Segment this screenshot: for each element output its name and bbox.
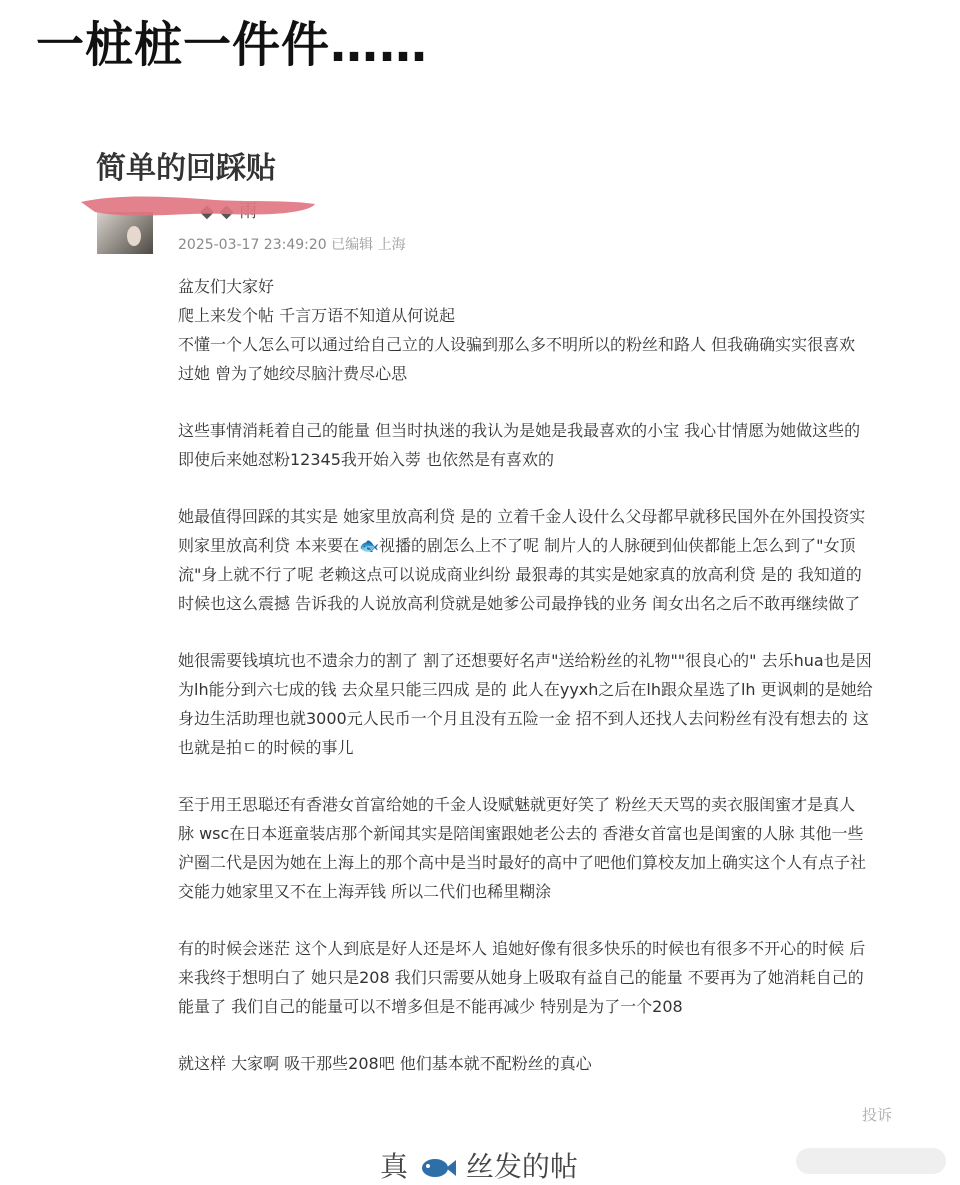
post-body xyxy=(178,272,898,1106)
text-line: 身边生活助理也就3000元人民币一个月且没有五险一金 招不到人还找人去问粉丝有没有想去的 这 xyxy=(178,709,869,728)
text-line: 交能力她家里又不在上海弄钱 所以二代们也稀里糊涂 xyxy=(178,882,552,901)
paragraph xyxy=(178,272,898,388)
paragraph xyxy=(178,502,898,618)
text-line: 能量了 我们自己的能量可以不增多但是不能再减少 特别是为了一个208 xyxy=(178,997,683,1016)
paragraph xyxy=(178,646,898,762)
text-line: 流"身上就不行了呢 老赖这点可以说成商业纠纷 最狠毒的其实是她家真的放高利贷 是的 我知道的 xyxy=(178,565,862,584)
text-line: 过她 曾为了她绞尽脑汁费尽心思 xyxy=(178,364,408,383)
text-line: 她很需要钱填坑也不遗余力的割了 割了还想要好名声"送给粉丝的礼物""很良心的" 去乐hua也是因 xyxy=(178,651,872,670)
text-line: 盆友们大家好 xyxy=(178,277,275,296)
paragraph xyxy=(178,790,898,906)
footer-caption xyxy=(380,1145,578,1185)
paragraph xyxy=(178,416,898,474)
post-meta xyxy=(178,234,406,254)
text-line: 至于用王思聪还有香港女首富给她的千金人设赋魅就更好笑了 粉丝天天骂的卖衣服闺蜜才是真人 xyxy=(178,795,856,814)
text-line: 则家里放高利贷 本来要在🐟视播的剧怎么上不了呢 制片人的人脉硬到仙侠都能上怎么到了"女顶 xyxy=(178,536,856,555)
text-line: 沪圈二代是因为她在上海上的那个高中是当时最好的高中了吧他们算校友加上确实这个人有点子社 xyxy=(178,853,867,872)
text-line: 爬上来发个帖 千言万语不知道从何说起 xyxy=(178,306,456,325)
footer-text-before: 真 xyxy=(380,1150,409,1183)
text-line: 为lh能分到六七成的钱 去众星只能三四成 是的 此人在yyxh之后在lh跟众星选了lh 更讽刺的是她给 xyxy=(178,680,873,699)
text-line: 脉 wsc在日本逛童装店那个新闻其实是陪闺蜜跟她老公去的 香港女首富也是闺蜜的人脉 其他一些 xyxy=(178,824,864,843)
paragraph xyxy=(178,934,898,1021)
paragraph xyxy=(178,1049,898,1078)
text-line: 她最值得回踩的其实是 她家里放高利贷 是的 立着千金人设什么父母都早就移民国外在外国投资实 xyxy=(178,507,866,526)
blurred-watermark xyxy=(796,1148,946,1174)
text-line: 来我终于想明白了 她只是208 我们只需要从她身上吸取有益自己的能量 不要再为了她消耗自己的 xyxy=(178,968,864,987)
post-location: 上海 xyxy=(377,237,406,253)
text-line: 有的时候会迷茫 这个人到底是好人还是坏人 追她好像有很多快乐的时候也有很多不开心的时候 后 xyxy=(178,939,866,958)
report-link[interactable]: 投诉 xyxy=(862,1106,893,1124)
fish-icon xyxy=(417,1155,457,1181)
image-caption: 一桩桩一件件…… xyxy=(36,17,429,73)
text-line: 就这样 大家啊 吸干那些208吧 他们基本就不配粉丝的真心 xyxy=(178,1054,592,1073)
footer-text-after: 丝发的帖 xyxy=(465,1150,578,1183)
text-line: 也就是拍ㄷ的时候的事儿 xyxy=(178,738,354,757)
edited-label: 已编辑 xyxy=(331,237,374,253)
text-line: 这些事情消耗着自己的能量 但当时执迷的我认为是她是我最喜欢的小宝 我心甘情愿为她做这些的 xyxy=(178,421,861,440)
redaction-scribble xyxy=(75,190,325,230)
text-line: 不懂一个人怎么可以通过给自己立的人设骗到那么多不明所以的粉丝和路人 但我确确实实很喜欢 xyxy=(178,335,856,354)
post-timestamp: 2025-03-17 23:49:20 xyxy=(178,237,327,253)
text-line: 时候也这么震撼 告诉我的人说放高利贷就是她爹公司最挣钱的业务 闺女出名之后不敢再继续做了 xyxy=(178,594,861,613)
text-line: 即使后来她怼粉12345我开始入蒡 也依然是有喜欢的 xyxy=(178,450,554,469)
post-title: 简单的回踩贴 xyxy=(96,151,276,186)
